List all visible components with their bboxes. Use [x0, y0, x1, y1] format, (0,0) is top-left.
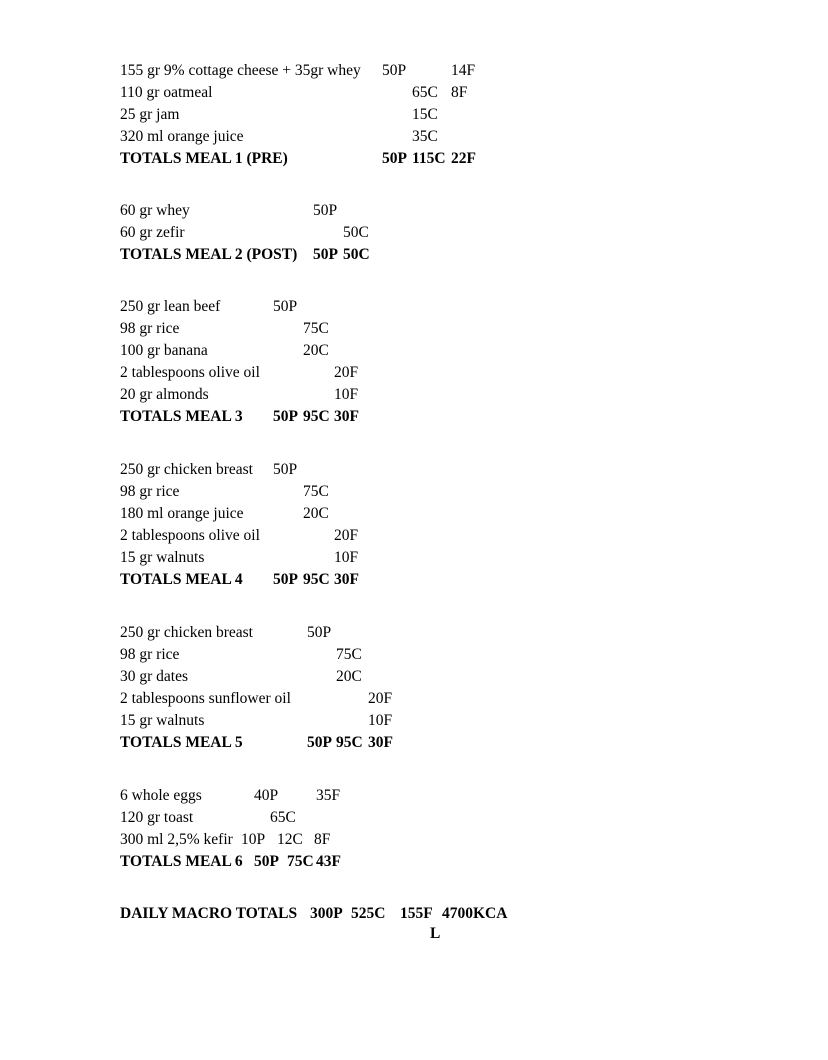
fat-value: 20F	[334, 527, 359, 544]
carb-value: 65C	[412, 84, 438, 101]
food-name: 15 gr walnuts	[120, 712, 205, 729]
total-protein: 50P	[273, 571, 298, 588]
food-name: 2 tablespoons olive oil	[120, 527, 260, 544]
carb-value: 20C	[303, 505, 329, 522]
carb-value: 12C	[277, 831, 303, 848]
protein-value: 50P	[273, 298, 298, 315]
food-name: 250 gr chicken breast	[120, 624, 253, 641]
carb-value: 35C	[412, 128, 438, 145]
meal-total-label: TOTALS MEAL 3	[120, 408, 243, 425]
fat-value: 35F	[316, 787, 341, 804]
total-protein: 50P	[307, 734, 332, 751]
meal-total-label: TOTALS MEAL 2 (POST)	[120, 246, 298, 263]
protein-value: 50P	[382, 62, 407, 79]
total-fat: 30F	[334, 408, 359, 425]
total-protein: 50P	[254, 853, 279, 870]
food-name: 300 ml 2,5% kefir	[120, 831, 233, 848]
food-name: 6 whole eggs	[120, 787, 202, 804]
food-name: 2 tablespoons olive oil	[120, 364, 260, 381]
total-protein: 50P	[382, 150, 407, 167]
daily-protein: 300P	[310, 905, 343, 922]
fat-value: 20F	[368, 690, 393, 707]
total-carbs: 95C	[303, 408, 330, 425]
carb-value: 20C	[303, 342, 329, 359]
carb-value: 65C	[270, 809, 296, 826]
total-protein: 50P	[313, 246, 338, 263]
meal-total-label: TOTALS MEAL 6	[120, 853, 243, 870]
food-name: 25 gr jam	[120, 106, 180, 123]
daily-fat: 155F	[400, 905, 433, 922]
food-name: 320 ml orange juice	[120, 128, 244, 145]
protein-value: 50P	[313, 202, 338, 219]
food-name: 120 gr toast	[120, 809, 194, 826]
total-carbs: 95C	[336, 734, 363, 751]
fat-value: 8F	[314, 831, 331, 848]
total-fat: 43F	[316, 853, 341, 870]
fat-value: 8F	[451, 84, 468, 101]
carb-value: 75C	[303, 320, 329, 337]
food-name: 98 gr rice	[120, 320, 180, 337]
protein-value: 50P	[307, 624, 332, 641]
carb-value: 75C	[303, 483, 329, 500]
food-name: 98 gr rice	[120, 646, 180, 663]
total-fat: 30F	[334, 571, 359, 588]
carb-value: 50C	[343, 224, 369, 241]
fat-value: 10F	[334, 549, 359, 566]
total-carbs: 95C	[303, 571, 330, 588]
food-name: 60 gr whey	[120, 202, 190, 219]
protein-value: 50P	[273, 461, 298, 478]
food-name: 98 gr rice	[120, 483, 180, 500]
food-name: 250 gr chicken breast	[120, 461, 253, 478]
daily-kcal-tail: L	[430, 925, 441, 942]
fat-value: 20F	[334, 364, 359, 381]
protein-value: 10P	[241, 831, 266, 848]
food-name: 60 gr zefir	[120, 224, 185, 241]
meal-total-label: TOTALS MEAL 1 (PRE)	[120, 150, 288, 167]
carb-value: 20C	[336, 668, 362, 685]
food-name: 15 gr walnuts	[120, 549, 205, 566]
fat-value: 10F	[368, 712, 393, 729]
total-fat: 22F	[451, 150, 476, 167]
total-carbs: 50C	[343, 246, 370, 263]
fat-value: 14F	[451, 62, 476, 79]
meal-total-label: TOTALS MEAL 4	[120, 571, 243, 588]
fat-value: 10F	[334, 386, 359, 403]
carb-value: 15C	[412, 106, 438, 123]
protein-value: 40P	[254, 787, 279, 804]
food-name: 180 ml orange juice	[120, 505, 244, 522]
food-name: 155 gr 9% cottage cheese + 35gr whey	[120, 62, 361, 79]
total-carbs: 115C	[412, 150, 446, 167]
food-name: 100 gr banana	[120, 342, 208, 359]
carb-value: 75C	[336, 646, 362, 663]
food-name: 110 gr oatmeal	[120, 84, 213, 101]
total-fat: 30F	[368, 734, 393, 751]
food-name: 20 gr almonds	[120, 386, 209, 403]
food-name: 2 tablespoons sunflower oil	[120, 690, 291, 707]
daily-totals-label: DAILY MACRO TOTALS	[120, 905, 298, 922]
daily-kcal: 4700KCA	[442, 905, 508, 922]
total-carbs: 75C	[287, 853, 314, 870]
total-protein: 50P	[273, 408, 298, 425]
meal-total-label: TOTALS MEAL 5	[120, 734, 243, 751]
food-name: 250 gr lean beef	[120, 298, 221, 315]
daily-carbs: 525C	[351, 905, 386, 922]
food-name: 30 gr dates	[120, 668, 189, 685]
